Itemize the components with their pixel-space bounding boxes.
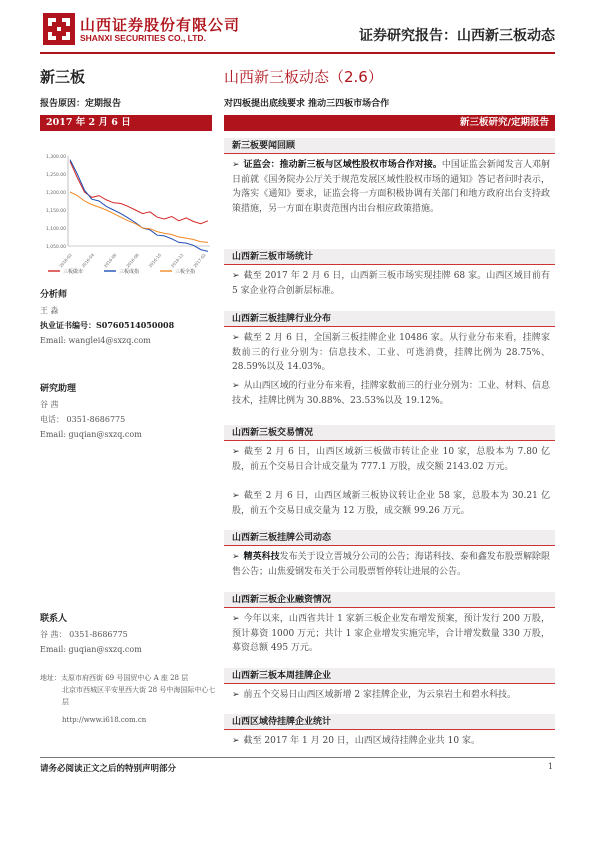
paragraph-text: 截至 2017 年 2 月 6 日，山西新三板市场实现挂牌 68 家。山西区域目前有 5 家企业符合创新层标准。 xyxy=(232,271,550,296)
date-bar: 2017 年 2 月 6 日 xyxy=(40,115,212,131)
section-heading: 山西区域待挂牌企业统计 xyxy=(224,714,555,730)
paragraph-text: 截至 2017 年 1 月 20 日，山西区域待挂牌企业共 10 家。 xyxy=(243,736,480,746)
paragraph-text: 截至 2 月 6 日，山西区域新三板做市转让企业 10 家，总股本为 7.80 亿股，前五个交易日合计成交量为 777.1 万股，成交额 2143.02 万元。 xyxy=(232,447,550,472)
section-paragraph xyxy=(232,158,550,216)
section-paragraph xyxy=(232,688,550,703)
paragraph-text: 从山西区域的行业分布来看，挂牌家数前三的行业分别为：工业、材料、信息技术，挂牌比例为 30.88%、23.53%以及 19.12%。 xyxy=(232,381,550,406)
highlight-text: 精英科技 xyxy=(243,552,280,562)
section-paragraph xyxy=(232,489,550,518)
chart-legend-label: 三板做市 xyxy=(63,269,84,275)
highlight-text: 证监会：推动新三板与区域性股权市场合作对接。 xyxy=(243,160,442,170)
analyst-name: 王 淼 xyxy=(40,306,59,315)
chart-y-tick-label: 1,300.00 xyxy=(45,155,66,160)
chart-series-line-0 xyxy=(70,161,208,223)
chart-y-tick-label: 1,050.00 xyxy=(45,245,66,250)
paragraph-text: 发布关于设立晋城分公司的公告；海诺科技、泰和鑫发布股票解除限售公告；山焦爱钢发布关于公司股票暂停转让进展的公告。 xyxy=(232,552,550,577)
chart-legend-label: 三板成指 xyxy=(119,269,140,275)
bullet-arrow-icon: ➢ xyxy=(232,271,240,281)
category-bar: 新三板研究/定期报告 xyxy=(224,115,555,131)
website-link[interactable]: http://www.i618.com.cn xyxy=(62,716,147,724)
section-paragraph xyxy=(232,331,550,375)
index-line-chart xyxy=(40,150,215,278)
contact-heading: 联系人 xyxy=(40,614,68,624)
paragraph-text: 截至 2 月 6 日，山西区域新三板协议转让企业 58 家，总股本为 30.21 亿股，前五个交易日成交量为 12 万股，成交额 99.26 万元。 xyxy=(232,491,550,516)
chart-x-tick-label: 2017-02 xyxy=(192,252,207,269)
company-name-en: SHANXI SECURITIES CO., LTD. xyxy=(80,33,206,43)
bullet-arrow-icon: ➢ xyxy=(232,690,240,700)
section-paragraph xyxy=(232,734,550,749)
bullet-arrow-icon: ➢ xyxy=(232,614,240,624)
bullet-arrow-icon: ➢ xyxy=(232,160,240,170)
footer-divider xyxy=(40,757,555,758)
contact-block xyxy=(40,612,215,657)
cert-number: S0760514050008 xyxy=(96,320,175,330)
header-divider xyxy=(40,52,555,54)
section-heading: 山西新三板市场统计 xyxy=(224,249,555,265)
paragraph-text: 前五个交易日山西区域新增 2 家挂牌企业，为云泉岩土和碧水科技。 xyxy=(243,690,516,700)
analyst-email[interactable]: Email: wanglei4@sxzq.com xyxy=(40,336,151,345)
section-heading: 山西新三板本周挂牌企业 xyxy=(224,668,555,684)
chart-series-line-1 xyxy=(70,160,208,252)
chart-y-tick-label: 1,200.00 xyxy=(45,191,66,196)
address-line-1: 地址：太原市府西街 69 号国贸中心 A 座 28 层 xyxy=(40,674,189,682)
bullet-arrow-icon: ➢ xyxy=(232,491,240,501)
section-paragraph xyxy=(232,269,550,298)
report-series-title: 证券研究报告：山西新三板动态 xyxy=(359,28,555,44)
chart-x-tick-label: 2016-08 xyxy=(125,252,140,269)
company-name-cn: 山西证券股份有限公司 xyxy=(80,16,241,34)
chart-x-tick-label: 2016-02 xyxy=(58,252,73,269)
chart-series-line-2 xyxy=(70,192,208,242)
paragraph-text: 中国证监会新闻发言人邓舸日前就《国务院办公厅关于规范发展区域性股权市场的通知》答记者问时表示，为落实《通知》要求，证监会将一方面积极协调有关部门和地方政府出台支持政策措施，另一方面在职责范围内出台相应政策措施。 xyxy=(232,160,550,214)
section-paragraph xyxy=(232,379,550,408)
assistant-block xyxy=(40,382,215,442)
report-reason: 报告原因：定期报告 xyxy=(40,99,122,109)
page-number: 1 xyxy=(547,762,553,771)
bullet-arrow-icon: ➢ xyxy=(232,381,240,391)
page-title: 山西新三板动态（2.6） xyxy=(224,68,383,86)
chart-x-tick-label: 2016-04 xyxy=(80,252,96,269)
assistant-tel: 电话： 0351-8686775 xyxy=(40,415,126,424)
contact-tel: 谷 茜： 0351-8686775 xyxy=(40,630,128,639)
assistant-name: 谷 茜 xyxy=(40,400,59,409)
chart-x-tick-label: 2016-06 xyxy=(102,252,118,269)
chart-x-tick-label: 2016-12 xyxy=(169,252,185,269)
chart-y-tick-label: 1,150.00 xyxy=(45,209,66,214)
analyst-heading: 分析师 xyxy=(40,290,68,300)
bullet-arrow-icon: ➢ xyxy=(232,736,240,746)
section-heading: 山西新三板交易情况 xyxy=(224,425,555,441)
section-paragraph xyxy=(232,550,550,579)
bullet-arrow-icon: ➢ xyxy=(232,333,240,343)
section-paragraph xyxy=(232,612,550,656)
section-paragraph xyxy=(232,445,550,474)
chart-y-tick-label: 1,100.00 xyxy=(45,227,66,232)
cert-label: 执业证书编号： xyxy=(40,320,96,330)
address-line-2: 北京市西城区平安里西大街 28 号中海国际中心七层 xyxy=(62,686,216,706)
chart-y-tick-label: 1,250.00 xyxy=(45,173,66,178)
address-block xyxy=(40,672,220,726)
section-heading: 山西新三板企业融资情况 xyxy=(224,592,555,608)
paragraph-text: 今年以来，山西省共计 1 家新三板企业发布增发预案，预计发行 200 万股，预计募资 1000 万元；共计 1 家企业增发实施完毕，合计增发数量 330 万股，募资总额 495 万元。 xyxy=(232,614,550,653)
bullet-arrow-icon: ➢ xyxy=(232,552,240,562)
section-heading: 山西新三板挂牌行业分布 xyxy=(224,311,555,327)
contact-email[interactable]: Email: guqian@sxzq.com xyxy=(40,645,142,654)
category-title: 新三板 xyxy=(40,68,86,86)
page-subtitle: 对四板提出底线要求 推动三四板市场合作 xyxy=(224,99,390,109)
disclaimer-notice: 请务必阅读正文之后的特别声明部分 xyxy=(40,764,177,774)
assistant-email[interactable]: Email: guqian@sxzq.com xyxy=(40,430,142,439)
chart-x-tick-label: 2016-10 xyxy=(147,252,163,269)
section-heading: 山西新三板挂牌公司动态 xyxy=(224,530,555,546)
bullet-arrow-icon: ➢ xyxy=(232,447,240,457)
assistant-heading: 研究助理 xyxy=(40,384,77,394)
chart-legend-label: 三板全指 xyxy=(175,269,196,275)
company-logo-icon xyxy=(42,12,76,46)
cert-line xyxy=(40,318,215,333)
paragraph-text: 截至 2 月 6 日，全国新三板挂牌企业 10486 家。从行业分布来看，挂牌家数前三的行业分别为：信息技术、工业、可选消费，挂牌比例为 28.75%、28.59%以及 14.03%。 xyxy=(232,333,550,372)
section-heading: 新三板要闻回顾 xyxy=(224,138,555,154)
analyst-block xyxy=(40,288,215,348)
